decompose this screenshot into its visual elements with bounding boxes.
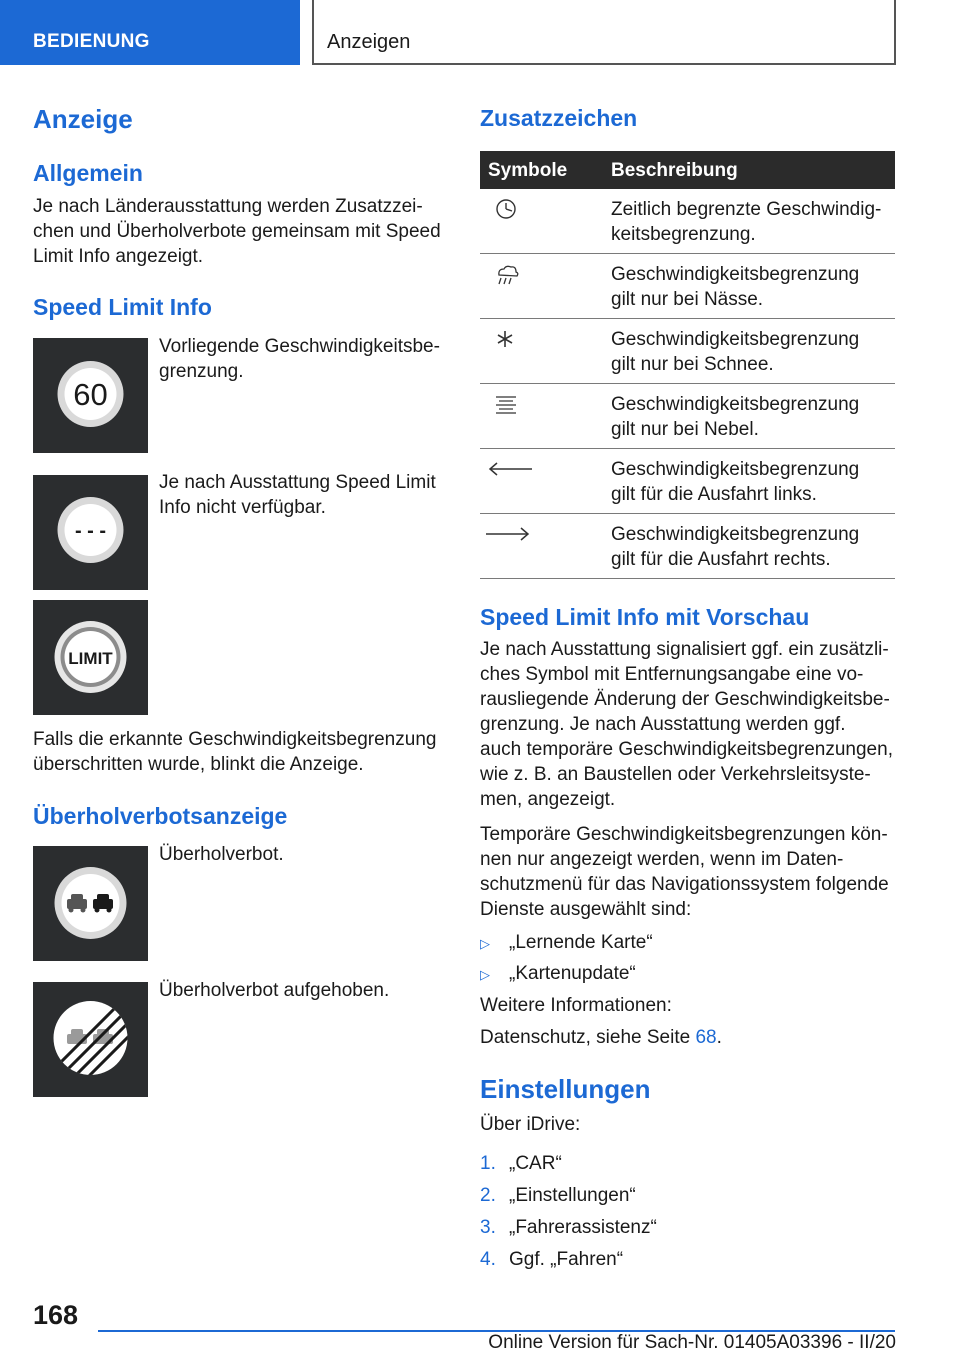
no-overtaking-text: Überholverbot.	[159, 844, 284, 865]
text-line: Geschwindigkeitsbegrenzung	[611, 524, 860, 545]
text-line: chen und Überholverbote gemeinsam mit Speed	[33, 221, 441, 242]
text-line: Limit Info angezeigt.	[33, 246, 204, 267]
privacy-suffix: .	[716, 1027, 722, 1048]
text-line: schutzmenü für das Navigationssystem folgende	[480, 874, 889, 895]
heading-settings: Einstellungen	[480, 1074, 651, 1104]
table-row	[480, 449, 895, 514]
triangle-bullet-icon: ▷	[480, 936, 490, 951]
arrow-left-icon	[486, 459, 532, 483]
text-line: gilt nur bei Schnee.	[611, 354, 774, 375]
text-line: Geschwindigkeitsbegrenzung	[611, 394, 860, 415]
section-tab	[0, 0, 300, 65]
sign-limit-value: LIMIT	[68, 649, 113, 668]
step-number: 3.	[480, 1217, 496, 1238]
supplementary-signs-table	[480, 151, 895, 579]
settings-intro: Über iDrive:	[480, 1114, 581, 1135]
text-line: Info nicht verfügbar.	[159, 497, 326, 518]
heading-general: Allgemein	[33, 160, 143, 186]
arrow-right-icon	[486, 524, 532, 548]
text-line: wie z. B. an Baustellen oder Verkehrsleitsyste-	[480, 764, 871, 785]
row-description	[611, 262, 891, 312]
end-no-overtaking-sign	[33, 982, 148, 1097]
step-text: „CAR“	[509, 1153, 562, 1174]
text-line: grenzung.	[159, 361, 244, 382]
text-line: Dienste ausgewählt sind:	[480, 899, 692, 920]
heading-speed-limit-info: Speed Limit Info	[33, 294, 212, 320]
preview-paragraph-2	[480, 822, 900, 922]
heading-overtaking: Überholverbotsanzeige	[33, 803, 288, 829]
page-link[interactable]: 68	[695, 1027, 717, 1048]
step-text: Ggf. „Fahren“	[509, 1249, 624, 1270]
step-number: 2.	[480, 1185, 496, 1206]
text-line: Je nach Ausstattung signalisiert ggf. ein zusätzli-	[480, 639, 889, 660]
page-number: 168	[33, 1300, 79, 1330]
text-line: men, angezeigt.	[480, 789, 616, 810]
text-line: Vorliegende Geschwindigkeitsbe-	[159, 336, 440, 357]
table-row	[480, 319, 895, 384]
row-description	[611, 197, 891, 247]
table-header	[480, 151, 895, 189]
text-line: gilt für die Ausfahrt rechts.	[611, 549, 831, 570]
heading-preview: Speed Limit Info mit Vorschau	[480, 604, 810, 630]
col-symbol-header: Symbole	[488, 160, 568, 181]
text-line: Zeitlich begrenzte Geschwindig-	[611, 199, 882, 220]
no-overtaking-sign	[33, 846, 148, 961]
speed-limit-60-sign	[33, 338, 148, 453]
rain-icon	[486, 264, 532, 288]
end-no-overtaking-text: Überholverbot aufgehoben.	[159, 980, 390, 1001]
text-line: gilt für die Ausfahrt links.	[611, 484, 817, 505]
heading-supplementary-signs: Zusatzzeichen	[480, 105, 638, 131]
text-line: Geschwindigkeitsbegrenzung	[611, 459, 860, 480]
text-line: Temporäre Geschwindigkeitsbegrenzungen kön-	[480, 824, 888, 845]
text-line: gilt nur bei Nebel.	[611, 419, 759, 440]
text-line: Geschwindigkeitsbegrenzung	[611, 264, 860, 285]
text-line: grenzung. Je nach Ausstattung werden ggf.	[480, 714, 846, 735]
text-line: Je nach Länderausstattung werden Zusatzzei-	[33, 196, 423, 217]
row-description	[611, 327, 891, 377]
chapter-label: Anzeigen	[327, 31, 411, 53]
table-row	[480, 514, 895, 579]
chapter-header	[312, 0, 896, 65]
table-row	[480, 189, 895, 254]
preview-paragraph-1	[480, 637, 900, 812]
text-line: rausliegende Änderung der Geschwindigkeitsbe-	[480, 689, 890, 710]
text-line: überschritten wurde, blinkt die Anzeige.	[33, 754, 364, 775]
general-text	[33, 194, 453, 269]
snowflake-icon	[486, 329, 532, 353]
section-label: BEDIENUNG	[33, 31, 150, 52]
triangle-bullet-icon: ▷	[480, 967, 490, 982]
text-line: keitsbegrenzung.	[611, 224, 756, 245]
privacy-reference	[480, 1025, 722, 1050]
fog-icon	[486, 394, 532, 418]
row-description	[611, 392, 891, 442]
clock-icon	[486, 199, 532, 223]
row-description	[611, 457, 891, 507]
footer-online-version: Online Version für Sach-Nr. 01405A03396 - II/20	[488, 1332, 896, 1353]
speed-limit-unavailable-sign	[33, 475, 148, 590]
step-text: „Fahrerassistenz“	[509, 1217, 657, 1238]
table-row	[480, 384, 895, 449]
page-title: Anzeige	[33, 104, 133, 134]
more-info-label: Weitere Informationen:	[480, 995, 672, 1016]
sign-dashes-value: - - -	[74, 520, 107, 542]
bullet-text: „Lernende Karte“	[509, 932, 653, 953]
text-line: auch temporäre Geschwindigkeitsbegrenzungen,	[480, 739, 893, 760]
text-line: gilt nur bei Nässe.	[611, 289, 764, 310]
step-number: 1.	[480, 1153, 496, 1174]
text-line: Falls die erkannte Geschwindigkeitsbegrenzung	[33, 729, 437, 750]
sign-unavailable-text	[159, 470, 436, 520]
speed-limit-exceeded-sign	[33, 600, 148, 715]
privacy-prefix: Datenschutz, siehe Seite	[480, 1027, 696, 1048]
sign-60-value: 60	[73, 377, 108, 412]
text-line: Geschwindigkeitsbegrenzung	[611, 329, 860, 350]
bullet-text: „Kartenupdate“	[509, 963, 636, 984]
sign-60-text	[159, 334, 440, 384]
speed-limit-exceeded-text	[33, 727, 453, 777]
table-row	[480, 254, 895, 319]
col-description-header: Beschreibung	[611, 160, 738, 181]
row-description	[611, 522, 891, 572]
text-line: ches Symbol mit Entfernungsangabe eine vo-	[480, 664, 864, 685]
text-line: nen nur angezeigt werden, wenn im Daten-	[480, 849, 844, 870]
text-line: Je nach Ausstattung Speed Limit	[159, 472, 436, 493]
step-text: „Einstellungen“	[509, 1185, 636, 1206]
step-number: 4.	[480, 1249, 496, 1270]
